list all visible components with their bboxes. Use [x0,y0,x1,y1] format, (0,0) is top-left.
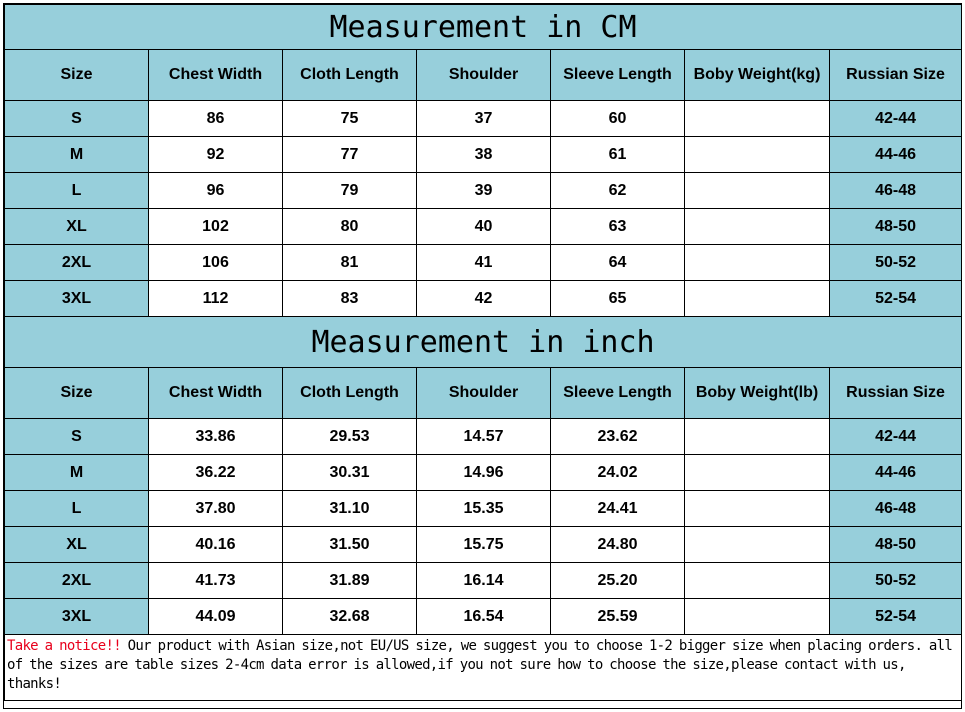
cm-cell-shoulder: 39 [417,173,551,209]
cm-table-row [5,137,962,173]
inch-cell-shoulder: 16.14 [417,563,551,599]
inch-table-row [5,599,962,635]
inch-cell-body-weight [685,491,830,527]
inch-header-shoulder: Shoulder [417,368,551,419]
notice-label: Take a notice!! [7,638,121,654]
inch-cell-russian-size: 52-54 [830,599,962,635]
cm-cell-chest-width: 106 [149,245,283,281]
size-chart [3,3,962,709]
cm-cell-russian-size: 52-54 [830,281,962,317]
notice-cell [5,635,962,701]
inch-cell-size: M [5,455,149,491]
inch-table-row [5,419,962,455]
cm-table [5,5,962,317]
cm-header-chest-width: Chest Width [149,50,283,101]
inch-cell-size: L [5,491,149,527]
inch-table [5,317,962,635]
cm-cell-shoulder: 40 [417,209,551,245]
cm-table-row [5,101,962,137]
cm-cell-cloth-length: 80 [283,209,417,245]
inch-cell-cloth-length: 29.53 [283,419,417,455]
cm-cell-cloth-length: 81 [283,245,417,281]
cm-cell-shoulder: 41 [417,245,551,281]
cm-cell-sleeve-length: 60 [551,101,685,137]
cm-header-cloth-length: Cloth Length [283,50,417,101]
cm-cell-cloth-length: 77 [283,137,417,173]
inch-cell-chest-width: 40.16 [149,527,283,563]
cm-cell-cloth-length: 83 [283,281,417,317]
cm-cell-sleeve-length: 63 [551,209,685,245]
inch-cell-russian-size: 44-46 [830,455,962,491]
cm-cell-chest-width: 86 [149,101,283,137]
cm-cell-russian-size: 46-48 [830,173,962,209]
cm-cell-cloth-length: 75 [283,101,417,137]
inch-cell-russian-size: 48-50 [830,527,962,563]
cm-table-title: Measurement in CM [5,5,962,50]
size-table [4,4,962,701]
cm-cell-shoulder: 42 [417,281,551,317]
inch-cell-chest-width: 37.80 [149,491,283,527]
inch-header-body-weight: Boby Weight(lb) [685,368,830,419]
inch-cell-body-weight [685,419,830,455]
inch-cell-sleeve-length: 25.20 [551,563,685,599]
inch-cell-cloth-length: 31.50 [283,527,417,563]
cm-cell-body-weight [685,281,830,317]
cm-cell-body-weight [685,209,830,245]
inch-cell-cloth-length: 30.31 [283,455,417,491]
inch-cell-body-weight [685,527,830,563]
cm-cell-size: L [5,173,149,209]
cm-cell-body-weight [685,137,830,173]
cm-cell-size: S [5,101,149,137]
inch-header-russian-size: Russian Size [830,368,962,419]
cm-cell-size: 3XL [5,281,149,317]
inch-header-size: Size [5,368,149,419]
cm-cell-body-weight [685,101,830,137]
cm-cell-sleeve-length: 62 [551,173,685,209]
cm-cell-chest-width: 92 [149,137,283,173]
cm-cell-chest-width: 112 [149,281,283,317]
cm-table-row [5,245,962,281]
cm-cell-russian-size: 44-46 [830,137,962,173]
inch-table-title: Measurement in inch [5,317,962,368]
inch-cell-body-weight [685,563,830,599]
inch-cell-chest-width: 33.86 [149,419,283,455]
cm-header-russian-size: Russian Size [830,50,962,101]
inch-cell-chest-width: 36.22 [149,455,283,491]
inch-table-row [5,455,962,491]
inch-cell-shoulder: 14.57 [417,419,551,455]
cm-cell-body-weight [685,173,830,209]
inch-cell-cloth-length: 31.89 [283,563,417,599]
cm-header-row [5,50,962,101]
cm-table-row [5,209,962,245]
cm-header-shoulder: Shoulder [417,50,551,101]
inch-cell-chest-width: 41.73 [149,563,283,599]
cm-cell-russian-size: 48-50 [830,209,962,245]
cm-cell-cloth-length: 79 [283,173,417,209]
inch-cell-shoulder: 15.75 [417,527,551,563]
notice [5,635,961,700]
cm-table-row [5,281,962,317]
cm-cell-size: M [5,137,149,173]
inch-cell-size: XL [5,527,149,563]
cm-cell-shoulder: 38 [417,137,551,173]
cm-cell-sleeve-length: 61 [551,137,685,173]
inch-cell-sleeve-length: 24.41 [551,491,685,527]
inch-cell-body-weight [685,599,830,635]
inch-table-row [5,491,962,527]
cm-cell-size: XL [5,209,149,245]
inch-cell-body-weight [685,455,830,491]
inch-cell-sleeve-length: 24.80 [551,527,685,563]
cm-table-row [5,173,962,209]
inch-cell-shoulder: 14.96 [417,455,551,491]
inch-cell-sleeve-length: 24.02 [551,455,685,491]
inch-cell-sleeve-length: 25.59 [551,599,685,635]
inch-cell-size: 3XL [5,599,149,635]
inch-cell-shoulder: 15.35 [417,491,551,527]
inch-cell-russian-size: 46-48 [830,491,962,527]
notice-text: Our product with Asian size,not EU/US size, we suggest you to choose 1-2 bigger size when placing orders. all of the sizes are table sizes 2-4cm data error is allowed,if you not sure how to choose the size,please contact with us, thanks! [7,638,953,692]
cm-header-size: Size [5,50,149,101]
cm-cell-sleeve-length: 64 [551,245,685,281]
inch-table-row [5,563,962,599]
inch-cell-cloth-length: 31.10 [283,491,417,527]
inch-cell-chest-width: 44.09 [149,599,283,635]
inch-cell-shoulder: 16.54 [417,599,551,635]
inch-header-chest-width: Chest Width [149,368,283,419]
inch-cell-cloth-length: 32.68 [283,599,417,635]
cm-cell-shoulder: 37 [417,101,551,137]
cm-header-body-weight: Boby Weight(kg) [685,50,830,101]
cm-cell-sleeve-length: 65 [551,281,685,317]
inch-table-row [5,527,962,563]
cm-cell-chest-width: 96 [149,173,283,209]
inch-cell-russian-size: 42-44 [830,419,962,455]
cm-cell-chest-width: 102 [149,209,283,245]
inch-header-row [5,368,962,419]
inch-cell-sleeve-length: 23.62 [551,419,685,455]
cm-cell-russian-size: 42-44 [830,101,962,137]
inch-header-sleeve-length: Sleeve Length [551,368,685,419]
cm-cell-russian-size: 50-52 [830,245,962,281]
cm-header-sleeve-length: Sleeve Length [551,50,685,101]
cm-cell-body-weight [685,245,830,281]
inch-cell-size: 2XL [5,563,149,599]
cm-cell-size: 2XL [5,245,149,281]
inch-cell-russian-size: 50-52 [830,563,962,599]
inch-cell-size: S [5,419,149,455]
inch-header-cloth-length: Cloth Length [283,368,417,419]
